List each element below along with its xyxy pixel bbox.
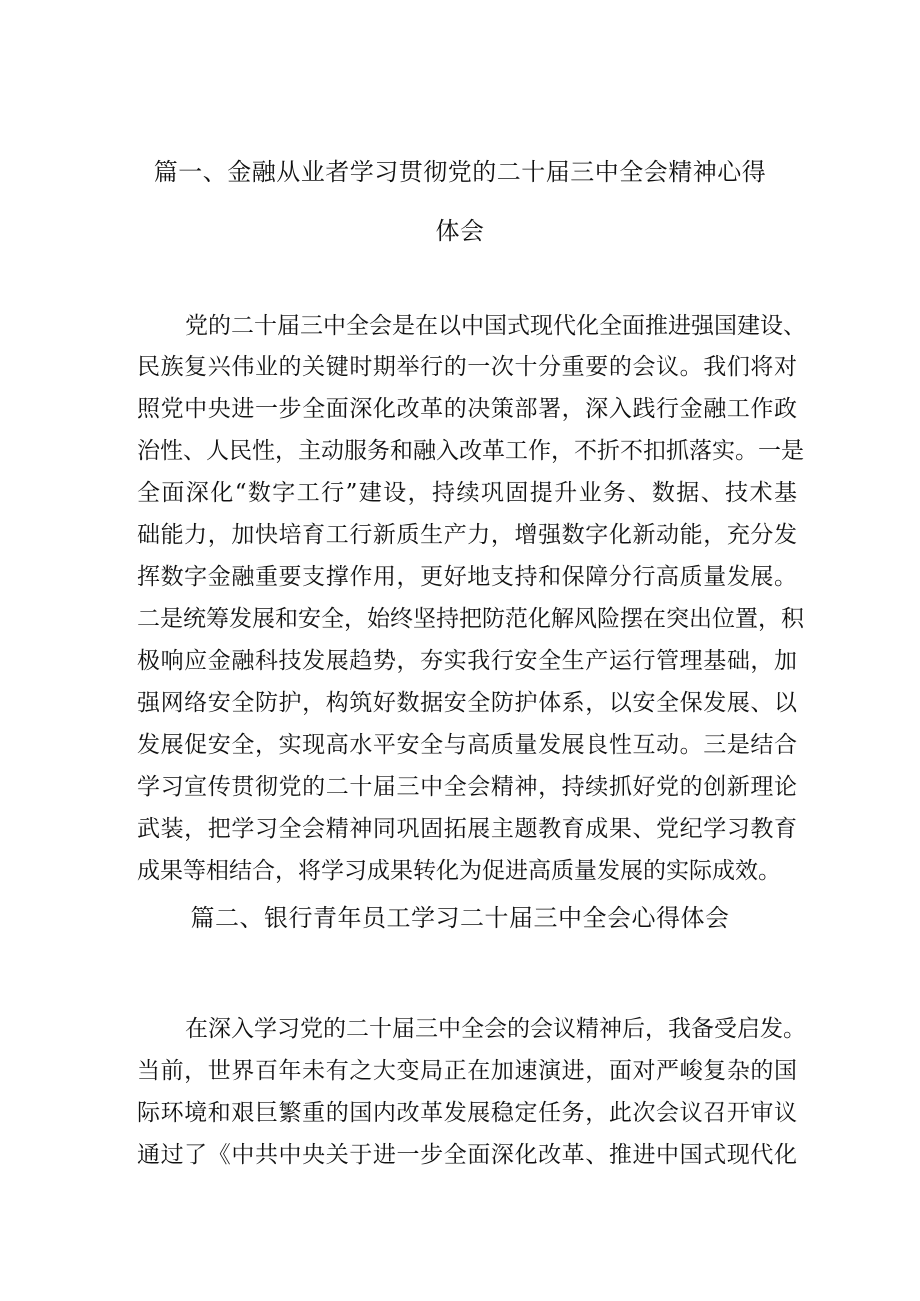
article1-line: 民族复兴伟业的关键时期举行的一次十分重要的会议。我们将对: [137, 354, 797, 380]
article2-title: 篇二、银行青年员工学习二十届三中全会心得体会: [190, 904, 730, 932]
article1-title-line2: 体会: [435, 217, 485, 245]
article1-line: 党的二十届三中全会是在以中国式现代化全面推进强国建设、: [185, 313, 806, 339]
article1-line: 础能力，加快培育工行新质生产力，增强数字化新动能，充分发: [137, 522, 797, 548]
article2-line: 当前，世界百年未有之大变局正在加速演进，面对严峻复杂的国: [137, 1058, 797, 1084]
article1-line: 发展促安全，实现高水平安全与高质量发展良性互动。三是结合: [137, 732, 797, 758]
article1-line: 强网络安全防护，构筑好数据安全防护体系，以安全保发展、以: [137, 690, 797, 716]
article1-line: 成果等相结合，将学习成果转化为促进高质量发展的实际成效。: [137, 858, 781, 884]
article1-line: 治性、人民性，主动服务和融入改革工作，不折不扣抓落实。一是: [137, 438, 804, 464]
article2-line: 际环境和艰巨繁重的国内改革发展稳定任务，此次会议召开审议: [137, 1100, 797, 1126]
article1-line: 二是统筹发展和安全，始终坚持把防范化解风险摆在突出位置，积: [137, 606, 804, 632]
article2-line: 在深入学习党的二十届三中全会的会议精神后，我备受启发。: [185, 1016, 806, 1042]
article1-line: 极响应金融科技发展趋势，夯实我行安全生产运行管理基础，加: [137, 648, 797, 674]
article2-line: 通过了《中共中央关于进一步全面深化改革、推进中国式现代化: [137, 1142, 797, 1168]
article1-line: 照党中央进一步全面深化改革的决策部署，深入践行金融工作政: [137, 396, 797, 422]
article1-line: 全面深化“数字工行”建设，持续巩固提升业务、数据、技术基: [137, 480, 797, 506]
article1-title-line1: 篇一、金融从业者学习贯彻党的二十届三中全会精神心得: [153, 158, 767, 186]
article1-line: 学习宣传贯彻党的二十届三中全会精神，持续抓好党的创新理论: [137, 774, 797, 800]
article1-line: 挥数字金融重要支撑作用，更好地支持和保障分行高质量发展。: [137, 564, 797, 590]
article1-line: 武装，把学习全会精神同巩固拓展主题教育成果、党纪学习教育: [137, 816, 797, 842]
